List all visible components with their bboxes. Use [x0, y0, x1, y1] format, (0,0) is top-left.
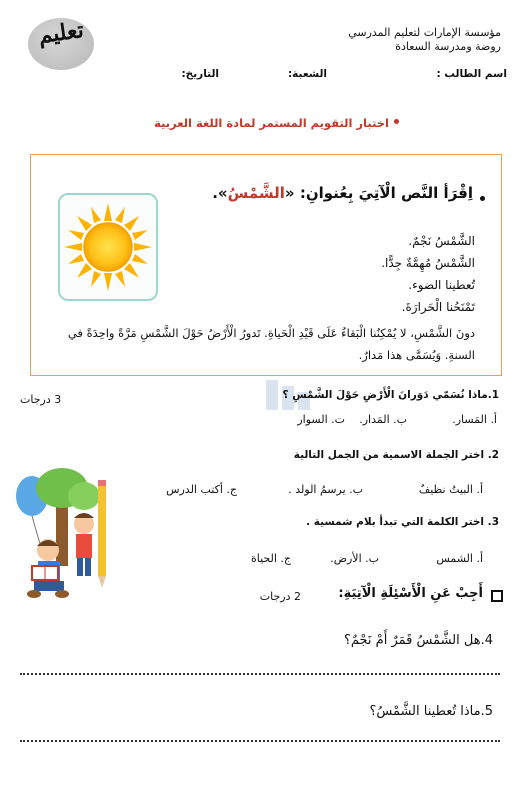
option-c[interactable]: ج. أكتب الدرس	[166, 483, 237, 496]
section-label: الشعبة:	[287, 68, 327, 80]
option-b[interactable]: ب. الأرض.	[330, 552, 379, 565]
reading-heading	[212, 184, 473, 202]
reading-heading-prefix: اِقْرَأ النَّص الْآتِيَ بِعُنوانِ: «	[284, 184, 473, 202]
sun-frame	[58, 193, 158, 301]
title-bullet	[394, 119, 399, 124]
question-1-grade: 3 درجات	[20, 393, 62, 406]
option-b[interactable]: ب. المَدار.	[359, 413, 407, 426]
school-name-line2: روضة ومدرسة السعادة	[395, 40, 501, 53]
children-reading-icon	[14, 466, 118, 602]
question-4: 4.هل الشَّمْسُ قَمَرٌ أَمْ نَجْمٌ؟	[343, 633, 493, 648]
option-a[interactable]: أ. البيتُ نظيفٌ	[418, 483, 483, 496]
question-1: 1.ماذا نُسَمّي دَوَرانَ الْأَرْضِ حَوْلَ الشَّمْسِ ؟	[282, 389, 499, 401]
question-1-options	[17, 413, 497, 429]
reading-paragraph: دونَ الشَّمْسِ، لا يُمْكِنُنا الْبَقاءُ عَلَى قَيْدِ الْحَياةِ. تَدورُ الْأَرْضُ حَوْلَ الشَّمْسِ مَرَّةً واحِدَةً في السنةِ. وَيُسَمَّى هذا مَدارٌ.	[67, 326, 475, 362]
question-3-options	[183, 552, 483, 568]
option-a[interactable]: أ. الشمس	[436, 552, 483, 565]
reading-heading-title: الشَّمْسُ	[227, 184, 285, 202]
answer-grade: 2 درجات	[259, 590, 301, 603]
checkbox-icon	[491, 590, 503, 602]
student-name-label: اسم الطالب :	[436, 68, 507, 80]
option-b[interactable]: ب. يرسمُ الولد .	[288, 483, 363, 496]
sun-icon	[60, 195, 156, 299]
date-label: التاريخ:	[181, 68, 219, 80]
option-a[interactable]: أ. المَسار.	[452, 413, 497, 426]
question-2: 2. اختر الجملة الاسمية من الجمل التالية	[293, 449, 499, 461]
page-title: اختبار التقويم المستمر لمادة اللغة العربية	[154, 116, 389, 130]
reading-heading-suffix: ».	[212, 184, 228, 202]
question-5: 5.ماذا تُعطينا الشَّمْسُ؟	[369, 704, 493, 719]
option-c[interactable]: ت. السوار	[297, 413, 345, 426]
answer-line-4[interactable]	[20, 673, 500, 675]
reading-bullet	[480, 196, 485, 201]
reading-line: الشَّمْسُ نَجْمٌ.	[408, 234, 475, 248]
reading-line: تَمْنَحُنا الْحَرارَةَ.	[401, 300, 475, 314]
school-name-line1: مؤسسة الإمارات لتعليم المدرسي	[348, 26, 501, 39]
logo-text: تعليم	[36, 16, 86, 50]
reading-line: الشَّمْسُ مُهِمَّةٌ جِدًّا.	[381, 256, 475, 270]
answer-heading: أَجِبْ عَنِ الْأَسْئِلَةِ الْآتِيَةِ:	[338, 586, 483, 601]
question-3: 3. اختر الكلمة التي تبدأ بلام شمسية .	[306, 516, 499, 528]
answer-line-5[interactable]	[20, 740, 500, 742]
reading-line: تُعطينا الضوء.	[408, 278, 475, 292]
option-c[interactable]: ج. الحياة	[250, 552, 291, 565]
question-2-options	[123, 483, 483, 499]
